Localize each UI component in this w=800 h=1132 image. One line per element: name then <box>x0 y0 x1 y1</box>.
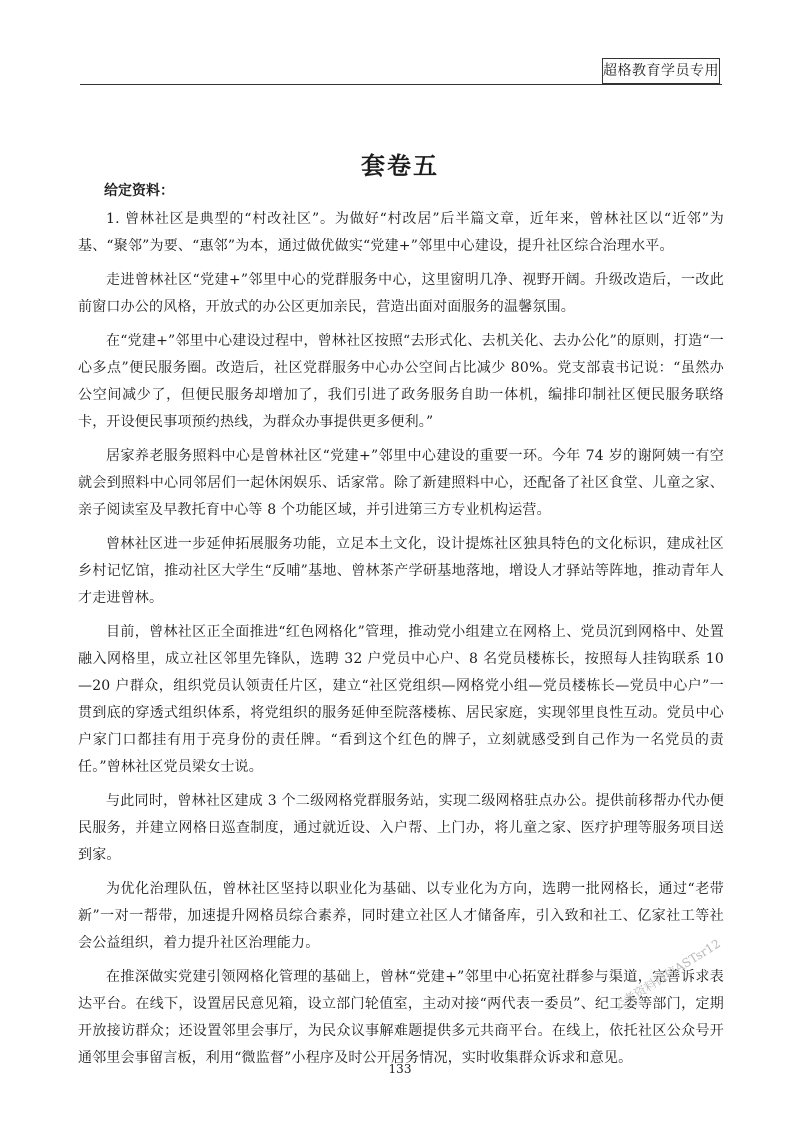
paragraph: 目前，曾林社区正全面推进“红色网格化”管理，推动党小组建立在网格上、党员沉到网格中、处置融入网格里，成立社区邻里先锋队，选聘 32 户党员中心户、8 名党员楼栋长，按照每人挂钩联系 10—20 户群众，组织党员认领责任片区，建立“社区党组织—网格党小组—党员楼栋长—党员中心户”一贯到底的穿透式组织体系，将党组织的服务延伸至院落楼栋、居民家庭，实现邻里良性互动。党员中心户家门口都挂有用于亮身份的责任牌。“看到这个红色的牌子，立刻就感受到自己作为一名党员的责任。”曾林社区党员梁女士说。 <box>78 624 724 775</box>
header-divider <box>80 84 722 85</box>
paragraph: 在“党建+”邻里中心建设过程中，曾林社区按照“去形式化、去机关化、去办公化”的原则，打造“一心多点”便民服务圈。改造后，社区党群服务中心办公空间占比减少 80%。党支部袁书记说：“虽然办公空间减少了，但便民服务却增加了，我们引进了政务服务自助一体机，编排印制社区便民服务联络卡，开设便民事项预约热线，为群众办事提供更多便利。” <box>78 333 724 430</box>
paragraph: 曾林社区进一步延伸拓展服务功能，立足本土文化，设计提炼社区独具特色的文化标识，建成社区乡村记忆馆，推动社区大学生“反哺”基地、曾林茶产学研基地落地，增设人才驿站等阵地，推动青年人才走进曾林。 <box>78 536 724 606</box>
paragraph: 在推深做实党建引领网格化管理的基础上，曾林“党建+”邻里中心拓宽社群参与渠道，完善诉求表达平台。在线下，设置居民意见箱，设立部门轮值室，主动对接“两代表一委员”、纪工委等部门，定期开放接访群众；还设置邻里会事厅，为民众议事解难题提供多元共商平台。在线上，依托社区公众号开通邻里会事留言板，利用“微监督”小程序及时公开居务情况，实时收集群众诉求和意见。 <box>78 969 724 1066</box>
paragraph: 为优化治理队伍，曾林社区坚持以职业化为基础、以专业化为方向，选聘一批网格长，通过“老带新”一对一帮带，加速提升网格员综合素养，同时建立社区人才储备库，引入致和社工、亿家社工等社会公益组织，着力提升社区治理能力。 <box>78 881 724 951</box>
exclusive-use-badge: 超格教育学员专用 <box>602 58 720 84</box>
paragraph: 1. 曾林社区是典型的“村改社区”。为做好“村改居”后半篇文章，近年来，曾林社区以“近邻”为基、“聚邻”为要、“惠邻”为本，通过做优做实“党建+”邻里中心建设，提升社区综合治理水平。 <box>78 211 724 254</box>
paragraph: 与此同时，曾林社区建成 3 个二级网格党群服务站，实现二级网格驻点办公。提供前移帮办代办便民服务，并建立网格日巡查制度，通过就近设、入户帮、上门办，将儿童之家、医疗护理等服务项目送到家。 <box>78 793 724 863</box>
document-body <box>78 178 724 1079</box>
watermark-text: 公考资料微信ASTsr12 <box>611 936 723 1014</box>
page-number: 133 <box>388 1062 412 1076</box>
page-title: 套卷五 <box>361 151 439 181</box>
section-label: 给定资料： <box>104 183 174 199</box>
paragraph: 居家养老服务照料中心是曾林社区“党建+”邻里中心建设的重要一环。今年 74 岁的谢阿姨一有空就会到照料中心同邻居们一起休闲娱乐、话家常。除了新建照料中心，还配备了社区食堂、儿童之家、亲子阅读室及早教托育中心等 8 个功能区域，并引进第三方专业机构运营。 <box>78 448 724 518</box>
paragraph: 走进曾林社区“党建+”邻里中心的党群服务中心，这里窗明几净、视野开阔。升级改造后，一改此前窗口办公的风格，开放式的办公区更加亲民，营造出面对面服务的温馨氛围。 <box>78 272 724 315</box>
